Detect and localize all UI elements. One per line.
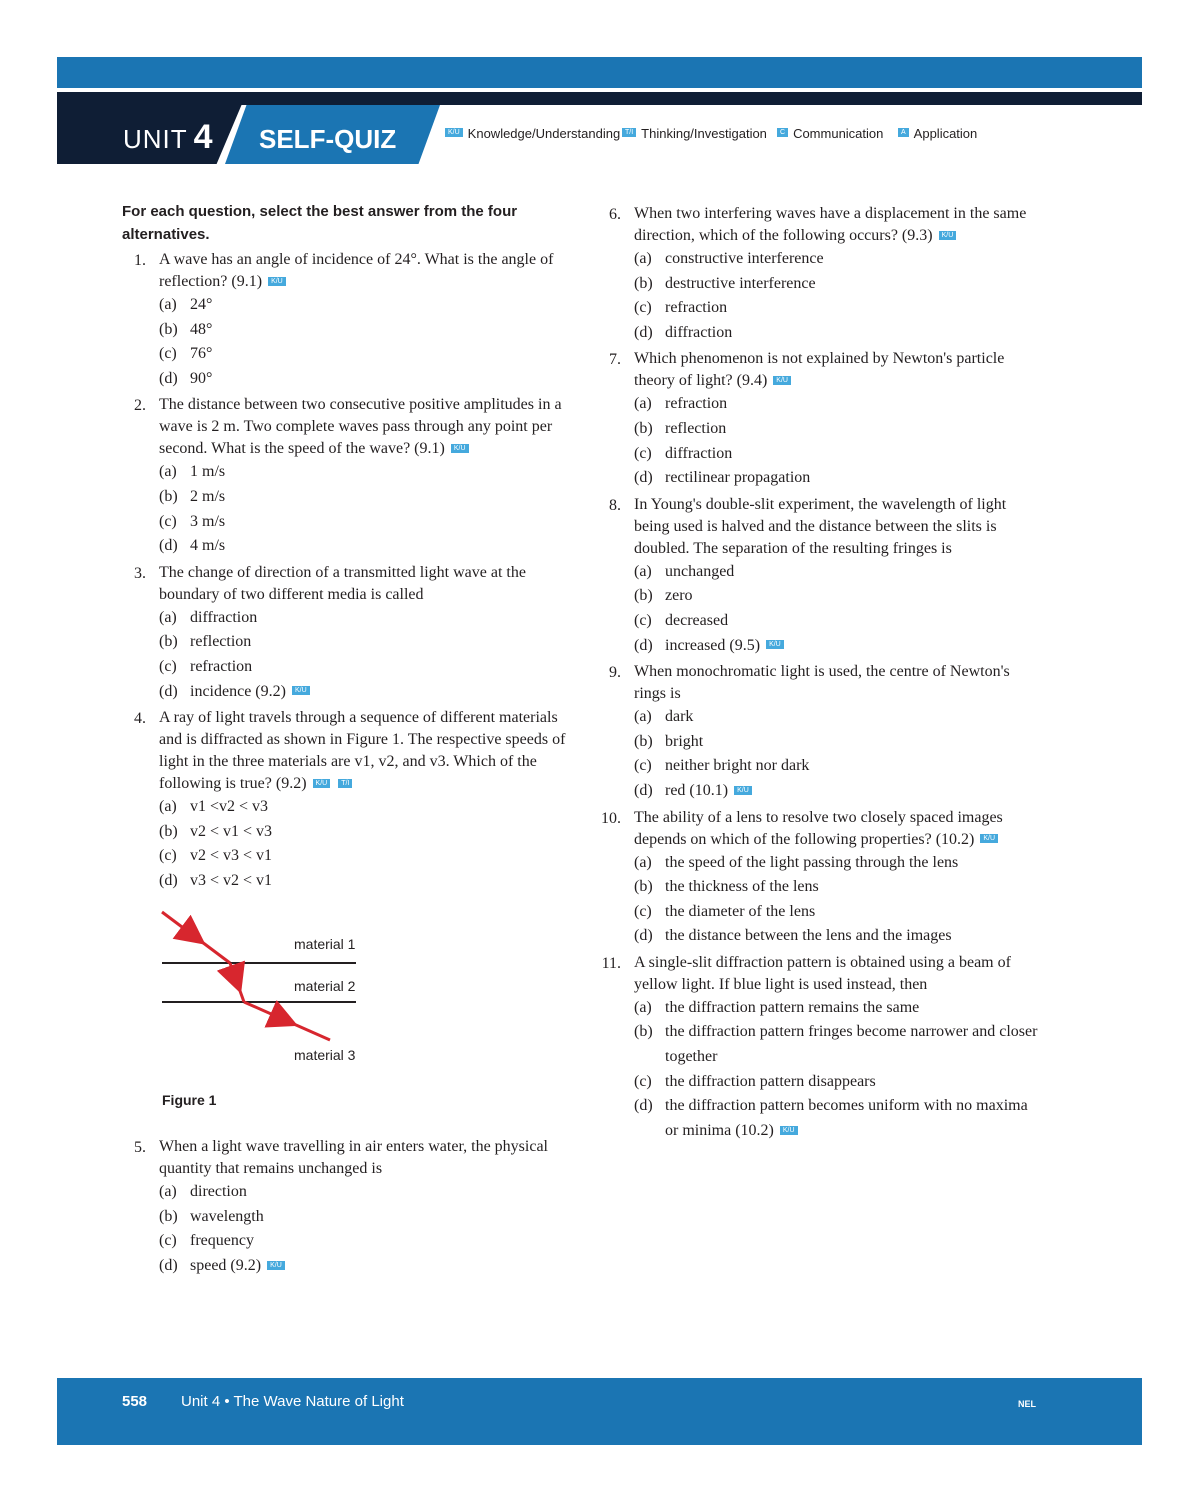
answer-option xyxy=(159,869,572,894)
option-text: 48° xyxy=(190,320,213,338)
page-number: 558 xyxy=(122,1393,148,1410)
top-color-bar xyxy=(57,57,1142,88)
right-column xyxy=(597,200,1042,1143)
option-letter: (c) xyxy=(159,512,177,530)
option-text: refraction xyxy=(665,299,728,317)
answer-option xyxy=(634,875,1042,900)
option-text: 90° xyxy=(190,369,213,387)
unit-label xyxy=(123,118,214,157)
answer-option xyxy=(634,272,1042,297)
option-text: bright xyxy=(665,732,704,750)
option-letter: (c) xyxy=(159,657,177,675)
legend-communication xyxy=(777,126,883,141)
material-label-3: material 3 xyxy=(294,1046,356,1063)
skill-tag: K/U xyxy=(773,376,791,385)
option-letter: (b) xyxy=(159,1207,178,1225)
option-letter: (a) xyxy=(159,296,177,313)
quiz-title: SELF-QUIZ xyxy=(259,124,397,154)
option-letter: (d) xyxy=(159,1256,178,1274)
option-text: the diameter of the lens xyxy=(665,902,816,920)
option-text: diffraction xyxy=(665,323,733,341)
answer-option xyxy=(159,293,572,318)
figure-caption: Figure 1 xyxy=(162,1091,217,1108)
option-letter: (d) xyxy=(634,1097,653,1115)
option-letter: (a) xyxy=(634,250,652,267)
answer-option xyxy=(634,754,1042,779)
option-text: v3 < v2 < v1 xyxy=(190,871,273,889)
answer-option xyxy=(159,342,572,367)
option-letter: (c) xyxy=(634,611,652,629)
skill-tag: T/I xyxy=(338,779,352,788)
question-stem: A wave has an angle of incidence of 24°. What is the angle of reflection? (9.1) xyxy=(159,251,554,290)
option-letter: (a) xyxy=(634,998,652,1016)
option-text: red (10.1) xyxy=(665,781,729,799)
question-text xyxy=(634,807,1042,851)
legend-tag: C xyxy=(777,128,788,137)
question-number: 11. xyxy=(601,954,621,972)
option-letter: (b) xyxy=(634,878,653,896)
option-letter: (d) xyxy=(634,636,653,654)
legend-label: Communication xyxy=(793,126,884,141)
option-text: v2 < v3 < v1 xyxy=(190,847,273,865)
question-number: 7. xyxy=(609,351,621,369)
question-stem: The ability of a lens to resolve two closely spaced images depends on which of the following properties? (10.2) xyxy=(634,808,1003,848)
option-text: refraction xyxy=(190,657,253,675)
option-text: destructive interference xyxy=(665,274,816,292)
option-letter: (a) xyxy=(634,562,652,580)
option-text: the distance between the lens and the images xyxy=(665,927,952,945)
answer-option xyxy=(634,560,1042,585)
legend-application xyxy=(898,126,977,141)
question-number: 2. xyxy=(134,397,146,415)
answer-option xyxy=(634,321,1042,346)
material-label-2: material 2 xyxy=(294,977,356,994)
option-letter: (a) xyxy=(159,798,177,816)
option-text: 4 m/s xyxy=(190,537,226,555)
option-letter: (c) xyxy=(159,345,177,363)
question-2 xyxy=(122,394,572,558)
option-letter: (c) xyxy=(634,299,652,317)
answer-option xyxy=(159,510,572,535)
option-text: the thickness of the lens xyxy=(665,878,819,896)
answer-option xyxy=(159,1254,572,1279)
option-text: the diffraction pattern disappears xyxy=(665,1072,876,1090)
option-letter: (c) xyxy=(634,444,652,462)
skill-tag: K/U xyxy=(980,834,998,843)
answer-option xyxy=(159,820,572,845)
option-text: rectilinear propagation xyxy=(665,469,811,487)
option-letter: (d) xyxy=(634,781,653,799)
option-text: refraction xyxy=(665,395,728,413)
option-letter: (a) xyxy=(159,608,177,626)
question-number: 10. xyxy=(601,809,621,827)
option-letter: (b) xyxy=(159,633,178,651)
question-text xyxy=(634,494,1042,560)
question-text xyxy=(159,249,572,293)
answer-option xyxy=(634,924,1042,949)
question-number: 1. xyxy=(134,252,146,269)
footer-title: Unit 4 • The Wave Nature of Light xyxy=(181,1393,404,1410)
answer-option xyxy=(634,466,1042,491)
question-5 xyxy=(122,1136,572,1278)
option-text: diffraction xyxy=(190,608,258,626)
question-4 xyxy=(122,707,572,893)
answer-option xyxy=(159,1180,572,1205)
question-stem: The distance between two consecutive positive amplitudes in a wave is 2 m. Two complete waves pass through any point per second. What is the speed of the wave? (9.1) xyxy=(159,396,562,458)
answer-option xyxy=(634,1070,1042,1095)
answer-option xyxy=(634,417,1042,442)
answer-option xyxy=(634,1094,1042,1143)
legend-label: Application xyxy=(913,126,978,141)
question-text xyxy=(159,562,572,606)
option-text: increased (9.5) xyxy=(665,636,761,654)
answer-option xyxy=(634,851,1042,876)
question-stem: When two interfering waves have a displacement in the same direction, which of the following occurs? (9.3) xyxy=(634,205,1027,244)
question-stem: A single-slit diffraction pattern is obtained using a beam of yellow light. If blue light is used instead, then xyxy=(634,953,1011,993)
option-text: decreased xyxy=(665,611,729,629)
option-letter: (a) xyxy=(159,463,177,481)
skill-tag: K/U xyxy=(766,640,784,649)
option-letter: (c) xyxy=(159,847,177,865)
answer-option xyxy=(634,392,1042,417)
question-stem: Which phenomenon is not explained by Newton's particle theory of light? (9.4) xyxy=(634,350,1005,390)
refraction-diagram xyxy=(160,908,420,1078)
legend-tag: T/I xyxy=(622,128,636,137)
option-letter: (b) xyxy=(634,419,653,437)
answer-option xyxy=(159,795,572,820)
option-text: direction xyxy=(190,1183,247,1201)
question-text xyxy=(159,707,572,795)
question-text xyxy=(159,394,572,460)
skill-tag: K/U xyxy=(292,686,310,695)
answer-option xyxy=(634,296,1042,321)
option-text: 24° xyxy=(190,296,213,313)
question-number: 8. xyxy=(609,496,621,514)
option-text: the diffraction pattern becomes uniform with no maxima or minima (10.2) xyxy=(665,1097,1028,1139)
option-text: dark xyxy=(665,708,694,726)
option-letter: (b) xyxy=(159,320,178,338)
option-text: incidence (9.2) xyxy=(190,682,286,700)
answer-option xyxy=(159,485,572,510)
option-letter: (d) xyxy=(159,369,178,387)
question-number: 3. xyxy=(134,564,146,582)
option-text: 1 m/s xyxy=(190,463,226,481)
legend-label: Knowledge/Understanding xyxy=(467,126,621,141)
answer-option xyxy=(634,730,1042,755)
option-letter: (a) xyxy=(159,1183,177,1201)
answer-option xyxy=(159,680,572,705)
option-text: constructive interference xyxy=(665,250,824,267)
skill-tag: K/U xyxy=(451,444,469,453)
option-letter: (b) xyxy=(634,587,653,605)
option-text: reflection xyxy=(665,419,727,437)
option-letter: (a) xyxy=(634,853,652,871)
question-8 xyxy=(597,494,1042,658)
ray-segment-2 xyxy=(230,963,244,1002)
question-number: 9. xyxy=(609,664,621,682)
answer-option xyxy=(634,1020,1042,1069)
question-stem: The change of direction of a transmitted light wave at the boundary of two different media is called xyxy=(159,563,526,603)
option-text: frequency xyxy=(190,1232,254,1250)
option-text: wavelength xyxy=(190,1207,264,1225)
option-letter: (b) xyxy=(159,487,178,505)
option-letter: (a) xyxy=(634,708,652,726)
option-letter: (d) xyxy=(634,323,653,341)
question-stem: When monochromatic light is used, the centre of Newton's rings is xyxy=(634,663,1010,703)
question-number: 4. xyxy=(134,710,146,728)
answer-option xyxy=(634,609,1042,634)
option-text: zero xyxy=(665,587,693,605)
option-text: 76° xyxy=(190,345,213,363)
question-text xyxy=(634,203,1042,247)
answer-option xyxy=(159,630,572,655)
option-letter: (b) xyxy=(159,822,178,840)
skill-tag: K/U xyxy=(939,231,957,240)
unit-word: UNIT xyxy=(123,124,188,154)
answer-option xyxy=(634,584,1042,609)
answer-option xyxy=(634,705,1042,730)
option-text: the diffraction pattern fringes become narrower and closer together xyxy=(665,1023,1038,1066)
skill-tag: K/U xyxy=(267,1261,285,1270)
option-letter: (b) xyxy=(634,732,653,750)
answer-option xyxy=(634,996,1042,1021)
option-text: speed (9.2) xyxy=(190,1256,262,1274)
skill-tag: K/U xyxy=(734,786,752,795)
option-letter: (c) xyxy=(634,1072,652,1090)
option-text: the speed of the light passing through the lens xyxy=(665,853,959,871)
option-letter: (d) xyxy=(159,682,178,700)
question-stem: A ray of light travels through a sequence of different materials and is diffracted as shown in Figure 1. The respective speeds of light in the three materials are v1, v2, and v3. Which of the following is true? (9.2) xyxy=(159,709,566,793)
option-letter: (c) xyxy=(159,1232,177,1250)
legend-tag: K/U xyxy=(445,128,463,137)
ray-segment-1 xyxy=(162,912,230,963)
option-letter: (a) xyxy=(634,395,652,413)
answer-option xyxy=(159,1229,572,1254)
question-6 xyxy=(597,203,1042,345)
legend-knowledge xyxy=(445,126,620,141)
option-text: unchanged xyxy=(665,562,735,580)
answer-option xyxy=(159,318,572,343)
answer-option xyxy=(159,534,572,559)
question-stem: In Young's double-slit experiment, the wavelength of light being used is halved and the distance between the slits is doubled. The separation of the resulting fringes is xyxy=(634,495,1007,557)
figure-1 xyxy=(160,908,420,1078)
material-label-1: material 1 xyxy=(294,935,356,952)
question-number: 5. xyxy=(134,1139,146,1157)
option-letter: (b) xyxy=(634,1023,653,1041)
ray-segment-3 xyxy=(244,1002,330,1040)
question-text xyxy=(634,661,1042,705)
answer-option xyxy=(159,655,572,680)
option-letter: (d) xyxy=(159,871,178,889)
answer-option xyxy=(634,247,1042,272)
option-text: the diffraction pattern remains the same xyxy=(665,998,920,1016)
answer-option xyxy=(159,606,572,631)
answer-option xyxy=(634,900,1042,925)
question-3 xyxy=(122,562,572,704)
answer-option xyxy=(634,442,1042,467)
option-letter: (d) xyxy=(634,469,653,487)
option-letter: (c) xyxy=(634,902,652,920)
answer-option xyxy=(634,779,1042,804)
instructions: For each question, select the best answer from the four alternatives. xyxy=(122,203,518,243)
left-column xyxy=(122,200,572,1278)
legend-tag: A xyxy=(898,128,909,137)
legend-thinking xyxy=(622,126,767,141)
option-text: reflection xyxy=(190,633,252,651)
option-text: 3 m/s xyxy=(190,512,226,530)
option-letter: (d) xyxy=(634,927,653,945)
skill-tag: K/U xyxy=(780,1126,798,1135)
question-11 xyxy=(597,952,1042,1144)
question-7 xyxy=(597,348,1042,490)
option-text: v2 < v1 < v3 xyxy=(190,822,273,840)
question-text xyxy=(634,952,1042,996)
option-text: 2 m/s xyxy=(190,487,226,505)
answer-option xyxy=(159,844,572,869)
skill-tag: K/U xyxy=(268,277,286,286)
question-9 xyxy=(597,661,1042,803)
answer-option xyxy=(634,634,1042,659)
question-text xyxy=(159,1136,572,1180)
unit-number: 4 xyxy=(193,118,214,156)
question-1 xyxy=(122,249,572,391)
option-text: diffraction xyxy=(665,444,733,462)
legend-label: Thinking/Investigation xyxy=(641,126,767,141)
option-letter: (c) xyxy=(634,757,652,775)
option-letter: (d) xyxy=(159,537,178,555)
skill-tag: K/U xyxy=(313,779,331,788)
question-number: 6. xyxy=(609,206,621,223)
option-text: neither bright nor dark xyxy=(665,757,810,775)
question-10 xyxy=(597,807,1042,949)
question-stem: When a light wave travelling in air enters water, the physical quantity that remains unchanged is xyxy=(159,1138,548,1178)
answer-option xyxy=(159,1205,572,1230)
option-letter: (b) xyxy=(634,274,653,292)
publisher-mark: NEL xyxy=(1018,1399,1036,1409)
answer-option xyxy=(159,367,572,392)
question-text xyxy=(634,348,1042,392)
footer-bar xyxy=(57,1378,1142,1445)
answer-option xyxy=(159,460,572,485)
option-text: v1 <v2 < v3 xyxy=(190,798,269,816)
